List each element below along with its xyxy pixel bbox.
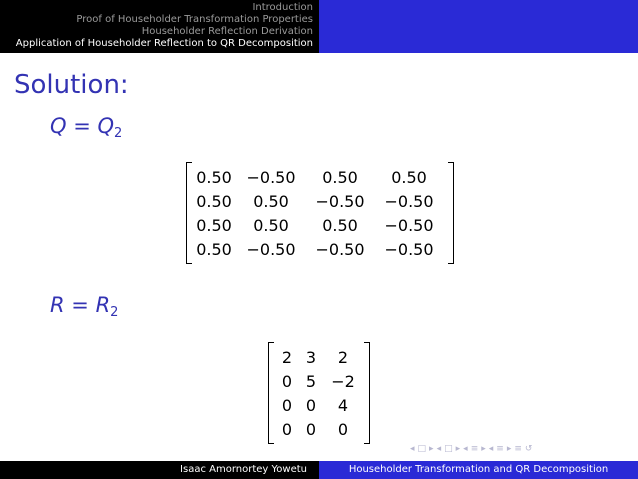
r-matrix-cell: 3: [305, 347, 317, 367]
q-matrix-cell: −0.50: [246, 167, 296, 187]
header-bar: [0, 0, 638, 53]
nav-prev-frame-icon[interactable]: ◂: [436, 444, 442, 454]
q-lhs: Q: [50, 114, 67, 138]
q-matrix-cell: −0.50: [384, 239, 434, 259]
q-eq-sign: =: [73, 114, 91, 138]
beamer-navigation-controls: [410, 443, 535, 455]
nav-section-icon[interactable]: ≡: [496, 444, 504, 454]
r-matrix-row: [275, 417, 363, 441]
q-matrix-left-bracket: [186, 162, 192, 264]
q-matrix-row: [193, 213, 445, 237]
q-matrix-right-bracket: [448, 162, 454, 264]
r-matrix-cell: 5: [305, 371, 317, 391]
q-matrix-cell: −0.50: [315, 191, 365, 211]
q-matrix-table: [193, 165, 445, 261]
q-rhs: Q: [97, 114, 115, 138]
r-equation: [50, 293, 118, 320]
r-matrix-right-bracket: [364, 342, 370, 444]
nav-frame-icon[interactable]: □: [444, 444, 453, 454]
q-matrix-cell: 0.50: [196, 215, 232, 235]
r-matrix-row: [275, 393, 363, 417]
q-matrix-cell: 0.50: [196, 191, 232, 211]
r-matrix-row: [275, 345, 363, 369]
q-matrix-cell: 0.50: [322, 167, 358, 187]
nav-subsection-icon[interactable]: ≡: [470, 444, 479, 454]
nav-next-subsection-icon[interactable]: ▸: [481, 444, 486, 454]
r-matrix-cell: 2: [281, 347, 293, 367]
q-matrix-row: [193, 165, 445, 189]
q-matrix-row: [193, 237, 445, 261]
header-section-nav: [0, 0, 319, 53]
footer-talk-title: Householder Transformation and QR Decomposition: [319, 461, 638, 479]
q-equation: [50, 114, 122, 141]
nav-prev-subsection-icon[interactable]: ◂: [463, 444, 468, 454]
q-matrix-cell: 0.50: [253, 191, 289, 211]
frame-title: Solution:: [14, 70, 129, 100]
nav-next-slide-icon[interactable]: ▸: [429, 444, 434, 454]
q-matrix-cell: −0.50: [384, 191, 434, 211]
q-rhs-sub: 2: [114, 126, 123, 141]
r-matrix-cell: 0: [281, 371, 293, 391]
r-matrix-cell: 0: [337, 419, 349, 439]
nav-next-section-icon[interactable]: ▸: [506, 444, 512, 454]
nav-section-proof[interactable]: Proof of Householder Transformation Properties: [76, 14, 313, 25]
q-matrix-cell: 0.50: [322, 215, 358, 235]
r-matrix-cell: 0: [305, 419, 317, 439]
r-matrix-cell: 2: [337, 347, 349, 367]
q-matrix-cell: 0.50: [196, 239, 232, 259]
nav-next-frame-icon[interactable]: ▸: [455, 444, 461, 454]
q-matrix-cell: −0.50: [246, 239, 296, 259]
q-matrix: [186, 162, 454, 264]
nav-prev-section-icon[interactable]: ◂: [488, 444, 494, 454]
q-matrix-row: [193, 189, 445, 213]
nav-search-back-icon[interactable]: ↺: [524, 444, 533, 454]
nav-slide-icon[interactable]: □: [417, 444, 427, 454]
r-matrix-row: [275, 369, 363, 393]
r-rhs-sub: 2: [110, 305, 119, 320]
footer-author: Isaac Amornortey Yowetu: [0, 461, 319, 479]
q-matrix-cell: −0.50: [315, 239, 365, 259]
r-eq-sign: =: [71, 293, 89, 317]
nav-prev-slide-icon[interactable]: ◂: [410, 444, 415, 454]
q-matrix-cell: 0.50: [196, 167, 232, 187]
r-matrix-cell: 0: [305, 395, 317, 415]
footer-bar: [0, 461, 638, 479]
r-matrix-cell: −2: [331, 371, 355, 391]
r-matrix-cell: 0: [281, 419, 293, 439]
q-matrix-cell: 0.50: [253, 215, 289, 235]
nav-document-icon[interactable]: ≡: [514, 444, 522, 454]
r-matrix-cell: 0: [281, 395, 293, 415]
r-rhs: R: [95, 293, 111, 317]
q-matrix-cell: −0.50: [384, 215, 434, 235]
nav-section-derivation[interactable]: Householder Reflection Derivation: [141, 26, 313, 37]
nav-section-application[interactable]: Application of Householder Reflection to QR Decomposition: [15, 38, 313, 49]
nav-section-introduction[interactable]: Introduction: [252, 2, 313, 13]
r-matrix: [268, 342, 370, 444]
r-lhs: R: [50, 293, 65, 317]
r-matrix-table: [275, 345, 363, 441]
r-matrix-left-bracket: [268, 342, 274, 444]
header-right-panel: [319, 0, 638, 53]
r-matrix-cell: 4: [337, 395, 349, 415]
q-matrix-cell: 0.50: [391, 167, 427, 187]
